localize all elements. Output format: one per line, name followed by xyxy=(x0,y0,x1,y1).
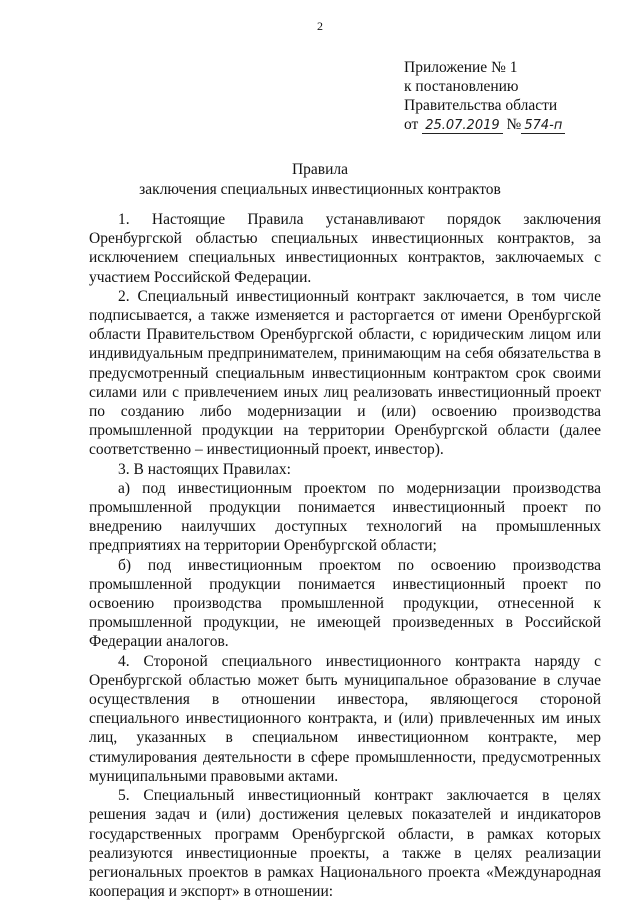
appendix-line-2: к постановлению xyxy=(404,78,519,95)
appendix-date-line xyxy=(404,115,565,134)
appendix-line-1: Приложение № 1 xyxy=(404,59,518,76)
page-number: 2 xyxy=(317,19,323,33)
title-line-1: Правила xyxy=(291,161,349,178)
handwritten-date: 25.07.2019 xyxy=(422,119,502,134)
document-body xyxy=(89,210,601,901)
paragraph-5: 5. Специальный инвестиционный контракт заключается в целях решения задач и (или) достижения целевых показателей и индикаторов государственных программ Оренбургской области, в рамках которых реализуются инвестиционные проекты, а также в целях реализации региональных проектов в рамках Национального проекта «Международная кооперация и экспорт» в отношении: xyxy=(89,787,601,901)
paragraph-4: 4. Стороной специального инвестиционного контракта наряду с Оренбургской областью может быть муниципальное образование в случае осуществления в отношении инвестора, являющегося стороной специального инвестиционного контракта, и (или) привлеченных им иных лиц, указанных в специальном инвестиционном контракте, мер стимулирования деятельности в сфере промышленности, предусмотренных муниципальными правовыми актами. xyxy=(89,652,601,785)
document-title xyxy=(0,160,640,200)
appendix-line-3: Правительства области xyxy=(404,97,558,114)
paragraph-2: 2. Специальный инвестиционный контракт заключается, в том числе подписывается, а также изменяется и расторгается от имени Оренбургской области Правительством Оренбургской области, с юридическим лицом или индивидуальным предпринимателем, принимающим на себя обязательства в предусмотренный специальным инвестиционным контрактом срок своими силами или с привлечением иных лиц реализовать инвестиционный проект по созданию либо модернизации и (или) освоению производства промышленной продукции на территории Оренбургской области (далее соответственно – инвестиционный проект, инвестор). xyxy=(89,287,601,459)
paragraph-3b: б) под инвестиционным проектом по освоению производства промышленной продукции понимается инвестиционный проект по освоению производства промышленной продукции, отнесенной к промышленной продукции, не имеющей произведенных в Российской Федерации аналогов. xyxy=(89,556,601,651)
paragraph-1: 1. Настоящие Правила устанавливают порядок заключения Оренбургской областью специальных инвестиционных контрактов, за исключением специальных инвестиционных контрактов, заключаемых с участием Российской Федерации. xyxy=(89,211,601,286)
paragraph-3a: а) под инвестиционным проектом по модернизации производства промышленной продукции понимается инвестиционный проект по внедрению наилучших доступных технологий на промышленных предприятиях на территории Оренбургской области; xyxy=(89,479,601,555)
date-prefix: от xyxy=(404,116,419,133)
title-line-2: заключения специальных инвестиционных контрактов xyxy=(139,181,501,198)
appendix-header xyxy=(404,58,565,134)
number-prefix: № xyxy=(506,116,522,133)
handwritten-number: 574-п xyxy=(521,119,565,134)
paragraph-3: 3. В настоящих Правилах: xyxy=(118,460,291,478)
